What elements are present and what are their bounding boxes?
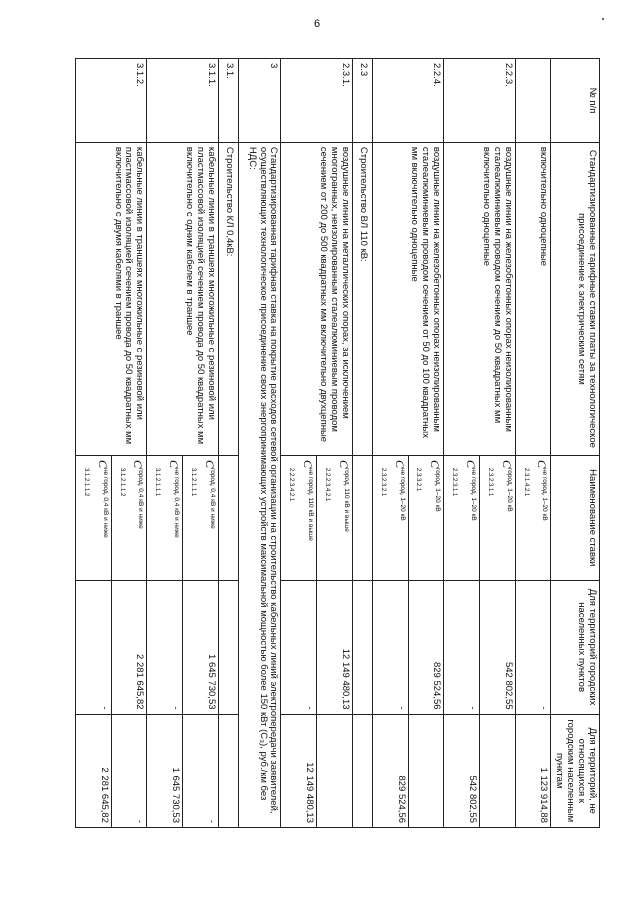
rate-code xyxy=(372,455,408,580)
row-description: кабельные линии в траншеях многожильные с резиновой или пластмассовой изоляцией сечением провода до 50 квадратных мм включительно с одним кабелем в траншее xyxy=(147,142,218,455)
rate-code-sup: не город, 1–20 кВ xyxy=(541,467,549,521)
rural-value: - xyxy=(183,714,219,827)
rate-code-sup: не город, 0,4 кВ и ниже xyxy=(101,467,109,538)
rate-code xyxy=(281,455,317,580)
empty-cell xyxy=(218,714,238,827)
rate-code-sub: 2.2.2.3.4.2.1 xyxy=(323,467,330,502)
rate-code-sup: город, 1–20 кВ xyxy=(505,467,513,512)
row-description: воздушные линии на железобетонных опорах неизолированным сталеалюминиевым проводом сечением до 50 квадратных мм включительно одноцепные xyxy=(444,142,515,455)
city-value: - xyxy=(444,580,480,714)
table-row xyxy=(408,59,444,828)
rate-code-sub: 2.3.2.3.1.1 xyxy=(486,467,493,497)
rural-value: 1 645 730,53 xyxy=(147,714,183,827)
row-num: 2.3.1. xyxy=(281,59,352,143)
rate-symbol: C xyxy=(336,459,351,468)
empty-cell xyxy=(352,580,372,714)
row-description: кабельные линии в траншеях многожильные с резиновой или пластмассовой изоляцией сечением провода до 50 квадратных мм включительно с двумя кабелями в траншее xyxy=(76,142,147,455)
rate-code-sub: 2.3.2.3.1.1 xyxy=(451,467,458,497)
rate-symbol: C xyxy=(428,459,443,468)
rate-code xyxy=(147,455,183,580)
row-description: Строительство ВЛ 110 кВ: xyxy=(352,142,372,455)
rate-code-sup: город, 1–20 кВ xyxy=(434,467,442,512)
city-value: - xyxy=(281,580,317,714)
rate-symbol: C xyxy=(392,459,407,468)
row-num: 3.1. xyxy=(218,59,238,143)
rate-code-sub: 3.1.2.1.1.1 xyxy=(189,467,196,497)
row-num: 3.1.1. xyxy=(147,59,218,143)
rural-value: 12 149 480,13 xyxy=(281,714,317,827)
rate-symbol: C xyxy=(131,459,146,468)
table-row xyxy=(515,59,551,828)
rate-symbol: C xyxy=(463,459,478,468)
rate-code-sub: 3.1.2.1.1.1 xyxy=(154,467,161,497)
row-num: 3.1.2. xyxy=(76,59,147,143)
city-value: 542 802,55 xyxy=(479,580,515,714)
rate-code-sup: город, 0,4 кВ и ниже xyxy=(208,467,216,529)
header-description: Стандартизированные тарифные ставки платы за технологическое присоединение к электрическим сетям xyxy=(551,142,600,455)
rate-symbol: C xyxy=(167,459,182,468)
rate-code-sup: город, 0,4 кВ и ниже xyxy=(137,467,145,529)
table-row xyxy=(111,59,147,828)
row-description: воздушные линии на металлических опорах, за исключением многогранных, неизолированным сталеалюминиевым проводом сечением от 200 до 500 квадратных мм включительно двухцепные xyxy=(281,142,352,455)
row-num: 3 xyxy=(238,59,281,143)
row-description: включительно одноцепные xyxy=(515,142,551,455)
rate-symbol: C xyxy=(95,459,110,468)
row-num: 2.2.3. xyxy=(444,59,515,143)
empty-cell xyxy=(218,455,238,580)
rate-code-sup: не город, 1–20 кВ xyxy=(469,467,477,521)
rate-code-sub: 2.2.2.3.4.2.1 xyxy=(288,467,295,502)
rural-value: 2 281 645,82 xyxy=(76,714,112,827)
city-value: - xyxy=(147,580,183,714)
rate-code-sub: 2.3.3.2.1 xyxy=(415,467,422,492)
rate-code xyxy=(317,455,353,580)
rate-code xyxy=(479,455,515,580)
table-row xyxy=(317,59,353,828)
city-value: - xyxy=(372,580,408,714)
table-row xyxy=(479,59,515,828)
row-description: Стандартизированная тарифная ставка на покрытие расходов сетевой организации на строительство кабельных линий электропередачи заявителей, осуществляющих технологическое присоединение своих энергопринимающих устройств максимальной мощностью более 150 кВт (С₃), руб./км без НДС: xyxy=(238,142,281,827)
header-code: Наименование ставки xyxy=(551,455,600,580)
city-value: 829 524,56 xyxy=(408,580,444,714)
tariff-table-wrapper xyxy=(75,58,600,828)
scan-speck xyxy=(602,18,604,20)
city-value: - xyxy=(76,580,112,714)
row-description: воздушные линии на железобетонных опорах неизолированным сталеалюминиевым проводом сечением от 50 до 100 квадратных мм включительно одноцепные xyxy=(372,142,443,455)
table-row xyxy=(183,59,219,828)
rate-code-sup: не город, 110 кВ и выше xyxy=(307,467,315,541)
rural-value xyxy=(479,714,515,827)
rate-code xyxy=(183,455,219,580)
rate-code-sub: 2.3.2.3.2.1 xyxy=(379,467,386,497)
rate-symbol: C xyxy=(535,459,550,468)
row-description: Строительство КЛ 0,4кВ: xyxy=(218,142,238,455)
row-num xyxy=(515,59,551,143)
rural-value xyxy=(408,714,444,827)
row-num: 2.2.4. xyxy=(372,59,443,143)
header-city: Для территорий городских населенных пунктов xyxy=(551,580,600,714)
rate-symbol: C xyxy=(301,459,316,468)
city-value: 1 645 730,53 xyxy=(183,580,219,714)
table-row xyxy=(218,59,238,828)
rotated-sheet xyxy=(75,58,600,828)
tariff-table xyxy=(75,58,600,828)
city-value: 2 281 645,82 xyxy=(111,580,147,714)
empty-cell xyxy=(352,714,372,827)
city-value: 12 149 480,13 xyxy=(317,580,353,714)
rate-code xyxy=(408,455,444,580)
row-num: 2.3 xyxy=(352,59,372,143)
rural-value: - xyxy=(111,714,147,827)
empty-cell xyxy=(352,455,372,580)
rate-code-sup: не город, 0,4 кВ и ниже xyxy=(173,467,181,538)
rate-code-sub: 3.1.2.1.1.2 xyxy=(118,467,125,497)
rate-code-sup: не город, 1–20 кВ xyxy=(398,467,406,521)
table-row xyxy=(352,59,372,828)
rate-code-sub: 3.1.2.1.1.2 xyxy=(82,467,89,497)
rate-code xyxy=(444,455,480,580)
rate-code xyxy=(76,455,112,580)
city-value: - xyxy=(515,580,551,714)
rate-code-sub: 2.3.1.4.2.1 xyxy=(522,467,529,497)
table-row xyxy=(238,59,281,828)
rate-symbol: C xyxy=(202,459,217,468)
rate-code xyxy=(111,455,147,580)
rural-value: 829 524,56 xyxy=(372,714,408,827)
header-rural: Для территорий, не относящихся к городским населенным пунктам xyxy=(551,714,600,827)
rural-value: 1 123 914,88 xyxy=(515,714,551,827)
rate-code xyxy=(515,455,551,580)
table-header-row xyxy=(551,59,600,828)
header-num: № п/п xyxy=(551,59,600,143)
rural-value: 542 802,55 xyxy=(444,714,480,827)
page-number: 6 xyxy=(314,18,321,30)
rural-value xyxy=(317,714,353,827)
rate-code-sup: город, 110 кВ и выше xyxy=(342,467,350,532)
rate-symbol: C xyxy=(499,459,514,468)
empty-cell xyxy=(218,580,238,714)
